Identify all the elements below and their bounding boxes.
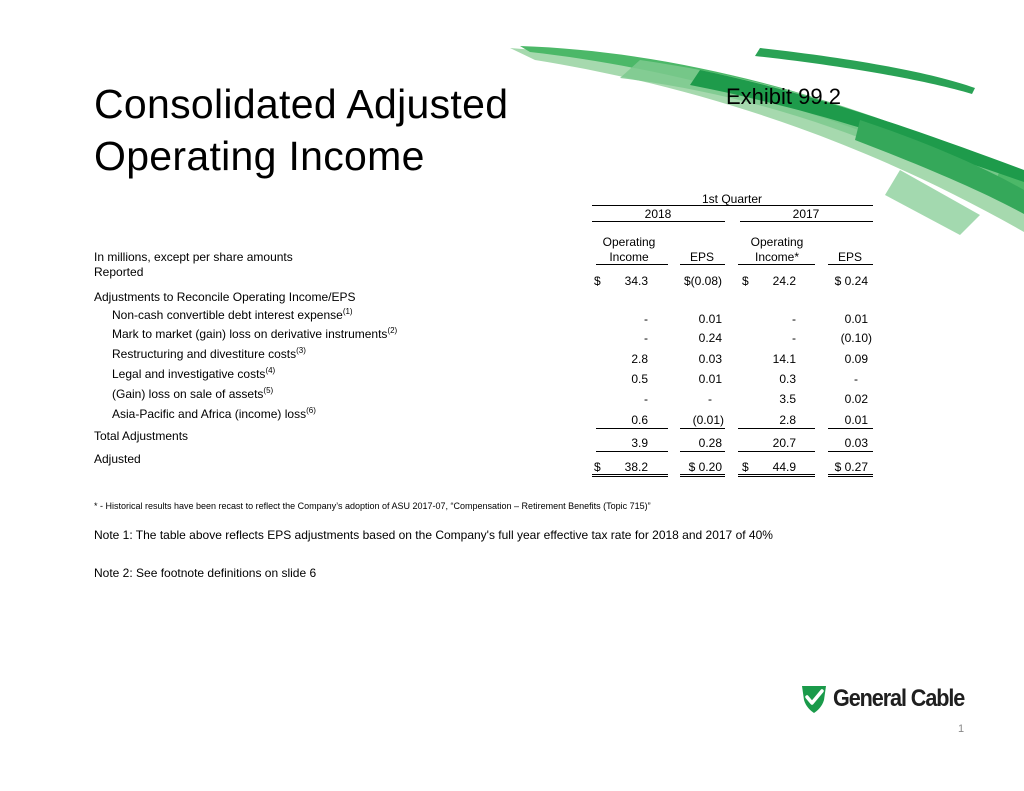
dollar-sign: $ — [742, 274, 749, 288]
divider — [680, 264, 725, 265]
divider — [680, 451, 725, 452]
double-underline — [680, 474, 725, 477]
divider — [592, 221, 725, 222]
adjustment-label-2: Mark to market (gain) loss on derivative instruments$^{(2)}$ — [112, 326, 398, 341]
adj6-oi-2017: 2.8 — [779, 413, 796, 427]
adj4-oi-2018: 0.5 — [631, 372, 648, 386]
divider — [680, 428, 725, 429]
col-header-operating-income-2017: Operating — [750, 235, 804, 249]
col-header-operating-income-2018: Operating — [602, 235, 656, 249]
adjustment-label-6: Asia-Pacific and Africa (income) loss$^{(6)}$ — [112, 406, 316, 421]
exhibit-label: Exhibit 99.2 — [726, 84, 841, 109]
divider — [596, 264, 668, 265]
adjustment-label-5: (Gain) loss on sale of assets$^{(5)}$ — [112, 386, 274, 401]
adj1-eps-2017: 0.01 — [844, 312, 868, 326]
adjusted-eps-2018: $ 0.20 — [688, 460, 722, 474]
adjustments-header: Adjustments to Reconcile Operating Income/EPS — [94, 290, 356, 304]
page-number: 1 — [958, 723, 965, 735]
units-label: In millions, except per share amounts — [94, 250, 293, 264]
note-2: Note 2: See footnote definitions on slide 6 — [94, 566, 317, 580]
row-label-adjusted: Adjusted — [94, 452, 141, 466]
adj4-eps-2018: 0.01 — [698, 372, 722, 386]
adjustment-label-3: Restructuring and divestiture costs$^{(3)}$ — [112, 346, 306, 361]
dollar-sign: $ — [594, 274, 601, 288]
total-eps-2017: 0.03 — [844, 436, 868, 450]
logo-text: General Cable — [833, 685, 965, 712]
company-logo — [800, 684, 979, 714]
col-header-operating-income-2018-line2: Income — [609, 250, 649, 264]
col-header-operating-income-2017-line2: Income* — [754, 250, 800, 264]
shield-check-icon — [800, 684, 828, 714]
total-oi-2017: 20.7 — [772, 436, 796, 450]
adjusted-oi-2017: 44.9 — [772, 460, 796, 474]
dollar-sign: $ — [594, 460, 601, 474]
adj5-eps-2018: - — [708, 392, 712, 406]
adj2-eps-2018: 0.24 — [698, 331, 722, 345]
adj5-oi-2018: - — [644, 392, 648, 406]
adj4-oi-2017: 0.3 — [779, 372, 796, 386]
adj3-oi-2018: 2.8 — [631, 352, 648, 366]
col-header-eps-2018: EPS — [689, 250, 714, 264]
divider — [828, 428, 873, 429]
page-title-line2: Operating Income — [94, 133, 425, 179]
divider — [828, 451, 873, 452]
divider — [738, 428, 815, 429]
year-2018-header: 2018 — [644, 207, 672, 221]
reported-eps-2018: $(0.08) — [683, 274, 722, 288]
col-header-eps-2017: EPS — [837, 250, 862, 264]
adjusted-eps-2017: $ 0.27 — [834, 460, 868, 474]
reported-oi-2018: 34.3 — [624, 274, 648, 288]
double-underline — [738, 474, 815, 477]
adj1-eps-2018: 0.01 — [698, 312, 722, 326]
divider — [828, 264, 873, 265]
adj4-eps-2017: - — [854, 372, 858, 386]
double-underline — [828, 474, 873, 477]
adjustment-label-1: Non-cash convertible debt interest expense$^{(1)}$ — [112, 307, 353, 322]
adj3-eps-2017: 0.09 — [844, 352, 868, 366]
reported-oi-2017: 24.2 — [772, 274, 796, 288]
total-eps-2018: 0.28 — [698, 436, 722, 450]
adj3-eps-2018: 0.03 — [698, 352, 722, 366]
adj6-eps-2018: (0.01) — [692, 413, 724, 427]
divider — [738, 451, 815, 452]
adj6-oi-2018: 0.6 — [631, 413, 648, 427]
adj5-eps-2017: 0.02 — [844, 392, 868, 406]
period-header: 1st Quarter — [701, 192, 763, 206]
adj1-oi-2018: - — [644, 312, 648, 326]
adj1-oi-2017: - — [792, 312, 796, 326]
adj2-eps-2017: (0.10) — [840, 331, 872, 345]
adjusted-oi-2018: 38.2 — [624, 460, 648, 474]
row-label-reported: Reported — [94, 265, 144, 279]
dollar-sign: $ — [742, 460, 749, 474]
row-label-total: Total Adjustments — [94, 429, 189, 443]
divider — [740, 221, 873, 222]
reported-eps-2017: $ 0.24 — [834, 274, 868, 288]
adj2-oi-2018: - — [644, 331, 648, 345]
year-2017-header: 2017 — [792, 207, 820, 221]
divider — [738, 264, 815, 265]
divider — [596, 428, 668, 429]
double-underline — [592, 474, 668, 477]
adj2-oi-2017: - — [792, 331, 796, 345]
total-oi-2018: 3.9 — [631, 436, 648, 450]
note-1: Note 1: The table above reflects EPS adjustments based on the Company's full year effective tax rate for 2018 and 2017 of 40% — [94, 528, 773, 542]
adj3-oi-2017: 14.1 — [772, 352, 796, 366]
divider — [592, 205, 873, 206]
divider — [596, 451, 668, 452]
adj6-eps-2017: 0.01 — [844, 413, 868, 427]
adj5-oi-2017: 3.5 — [779, 392, 796, 406]
footnote: * - Historical results have been recast to reflect the Company’s adoption of ASU 2017-07, “Compensation – Retirement Benefits (Topic 715)” — [94, 501, 651, 511]
page-title-line1: Consolidated Adjusted — [94, 81, 509, 127]
adjustment-label-4: Legal and investigative costs$^{(4)}$ — [112, 366, 276, 381]
